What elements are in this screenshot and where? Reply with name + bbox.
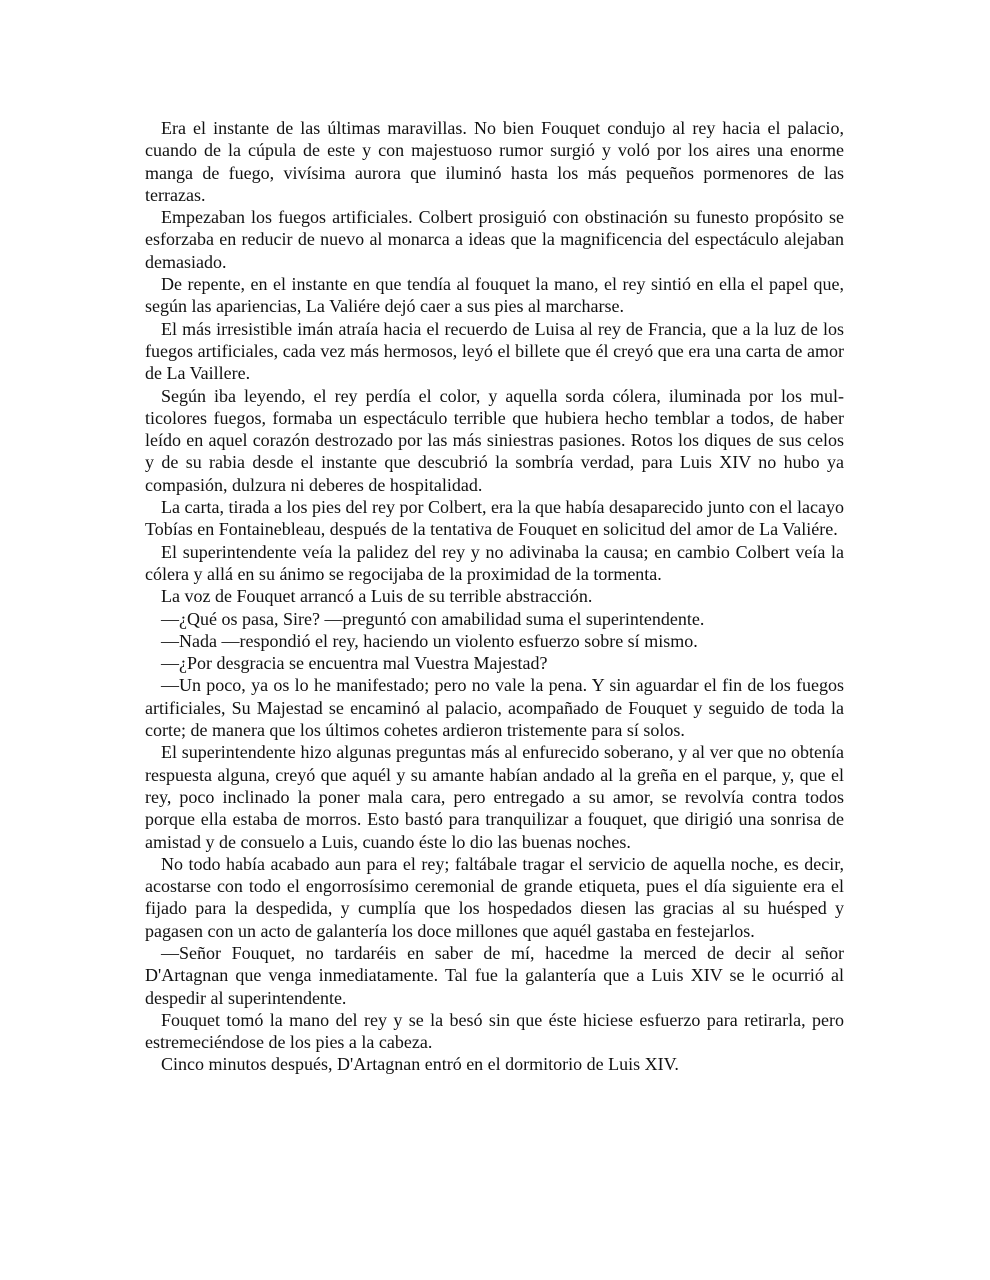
paragraph: No todo había acabado aun para el rey; faltábale tragar el servicio de aquella noche, es decir, acostarse con todo el engorrosísimo ceremonial de grande etiqueta, pues el día siguiente era el fijado para la despedida, y cumplía que los hospedados diesen las gracias al su huésped y pagasen con un acto de galantería los doce millones que aquél gastaba en festejarlos. (145, 853, 844, 941)
paragraph: —¿Qué os pasa, Sire? —preguntó con amabilidad suma el superintendente. (161, 608, 705, 629)
paragraph: Fouquet tomó la mano del rey y se la besó sin que éste hiciese esfuerzo para retirarla, pero estremeciéndose de los pies a la cabeza. (145, 1009, 844, 1053)
paragraph: Era el instante de las últimas maravillas. No bien Fouquet condujo al rey hacia el palacio, cuando de la cúpula de este y con majestuoso rumor surgió y voló por los aires una enorme manga de fuego, vivísima aurora que iluminó hasta los más pequeños pormenores de las terrazas. (145, 118, 844, 205)
paragraph: El superintendente veía la palidez del rey y no adivinaba la causa; en cambio Colbert veía la cólera y allá en su ánimo se regocijaba de la proximidad de la tormenta. (145, 541, 844, 584)
paragraph: —Nada —respondió el rey, haciendo un violento esfuerzo sobre sí mismo. (161, 630, 698, 651)
paragraph: La voz de Fouquet arrancó a Luis de su terrible abstracción. (161, 586, 593, 607)
paragraph: Según iba leyendo, el rey perdía el color, y aquella sorda cólera, iluminada por los multicolores fuegos, formaba un espectáculo terrible que hubiera hecho temblar a todos, de haber leído en aquel corazón destrozado por las más siniestras pasiones. Rotos los diques de sus celos y de su rabia desde el instante que descubrió la sombría verdad, para Luis XIV no hubo ya compasión, dulzura ni deberes de hospitalidad. (145, 385, 844, 495)
paragraph: Empezaban los fuegos artificiales. Colbert prosiguió con obstinación su funesto propósito se esforzaba en reducir de nuevo al monarca a ideas que la magnificencia del espectáculo alejaban demasiado. (145, 207, 844, 272)
paragraph: De repente, en el instante en que tendía al fouquet la mano, el rey sintió en ella el papel que, según las apariencias, La Valiére dejó caer a sus pies al marcharse. (145, 274, 844, 317)
paragraph: —¿Por desgracia se encuentra mal Vuestra Majestad? (161, 653, 548, 674)
paragraph: La carta, tirada a los pies del rey por Colbert, era la que había desaparecido junto con el lacayo Tobías en Fontainebleau, después de la tentativa de Fouquet en solicitud del amor de La Valiére. (145, 497, 844, 540)
page-text (145, 117, 844, 1076)
paragraph: —Señor Fouquet, no tardaréis en saber de mí, hacedme la merced de decir al señor D'Artagnan que venga inmediatamente. Tal fue la galantería que a Luis XIV se le ocurrió al despedir al superintendente. (145, 942, 844, 1008)
paragraph: Cinco minutos después, D'Artagnan entró en el dormitorio de Luis XIV. (161, 1054, 679, 1075)
paragraph: —Un poco, ya os lo he manifestado; pero no vale la pena. Y sin aguardar el fin de los fuegos artificiales, Su Majestad se encaminó al palacio, acompañado de Fouquet y seguido de toda la corte; de manera que los últimos cohetes ardieron tristemente para sí solos. (145, 675, 844, 741)
paragraph: El más irresistible imán atraía hacia el recuerdo de Luisa al rey de Francia, que a la luz de los fuegos artificiales, cada vez más hermosos, leyó el billete que él creyó que era una carta de amor de La Vaillere. (145, 318, 844, 384)
paragraph: El superintendente hizo algunas preguntas más al enfurecido soberano, y al ver que no obtenía respuesta alguna, creyó que aquél y su amante habían andado al la greña en el parque, y, que el rey, poco inclinado la poner mala cara, pero entregado a su amor, se revolvía contra todos porque ella estaba de morros. Esto bastó para tranquilizar a fouquet, que dirigió una sonrisa de amistad y de consuelo a Luis, cuando éste lo dio las buenas noches. (145, 742, 844, 852)
